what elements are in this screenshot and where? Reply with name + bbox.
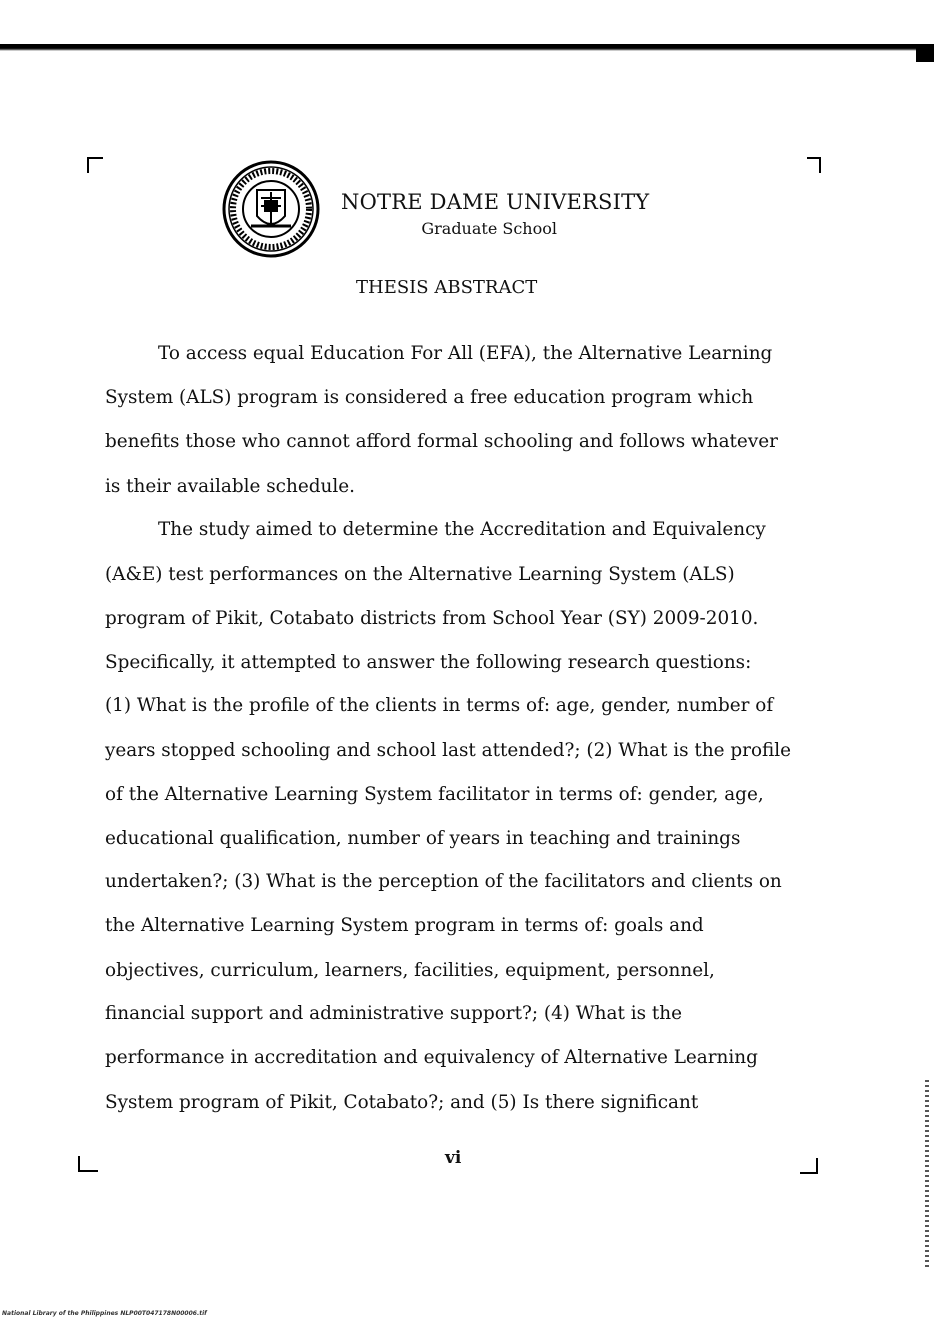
- text-line: financial support and administrative support?; (4) What is the: [105, 1003, 683, 1024]
- text-line: System program of Pikit, Cotabato?; and (5) Is there significant: [105, 1092, 699, 1113]
- text-line: System (ALS) program is considered a free education program which: [105, 387, 754, 408]
- scan-border-corner: [916, 44, 934, 62]
- text-line: years stopped schooling and school last attended?; (2) What is the profile: [105, 740, 792, 761]
- page-number: vi: [445, 1148, 462, 1168]
- crop-mark-top-left: [87, 157, 103, 173]
- text-line: (1) What is the profile of the clients in terms of: age, gender, number of: [105, 695, 774, 716]
- page-title: THESIS ABSTRACT: [356, 277, 538, 298]
- text-line: is their available schedule.: [105, 476, 355, 497]
- text-line: Specifically, it attempted to answer the following research questions:: [105, 652, 752, 673]
- university-name: NOTRE DAME UNIVERSITY: [341, 190, 650, 214]
- text-line: benefits those who cannot afford formal schooling and follows whatever: [105, 431, 778, 452]
- text-line: the Alternative Learning System program in terms of: goals and: [105, 915, 704, 936]
- crop-mark-top-right: [807, 157, 821, 173]
- scan-footer: National Library of the Philippines NLP00T047178N00006.tif: [2, 1310, 207, 1317]
- text-line: To access equal Education For All (EFA), the Alternative Learning: [158, 343, 773, 364]
- school-name: Graduate School: [421, 219, 557, 238]
- text-line: program of Pikit, Cotabato districts from School Year (SY) 2009-2010.: [105, 608, 759, 629]
- university-seal-icon: [221, 160, 321, 258]
- scan-border-top: [0, 44, 934, 56]
- text-line: educational qualification, number of years in teaching and trainings: [105, 828, 741, 849]
- text-line: objectives, curriculum, learners, facilities, equipment, personnel,: [105, 960, 715, 981]
- text-line: of the Alternative Learning System facilitator in terms of: gender, age,: [105, 784, 764, 805]
- scan-border-right: [925, 1080, 929, 1270]
- crop-mark-bottom-left: [78, 1156, 98, 1172]
- crop-mark-bottom-right: [800, 1158, 818, 1174]
- text-line: The study aimed to determine the Accreditation and Equivalency: [158, 519, 766, 540]
- text-line: performance in accreditation and equivalency of Alternative Learning: [105, 1047, 758, 1068]
- text-line: undertaken?; (3) What is the perception of the facilitators and clients on: [105, 871, 782, 892]
- text-line: (A&E) test performances on the Alternative Learning System (ALS): [105, 564, 735, 585]
